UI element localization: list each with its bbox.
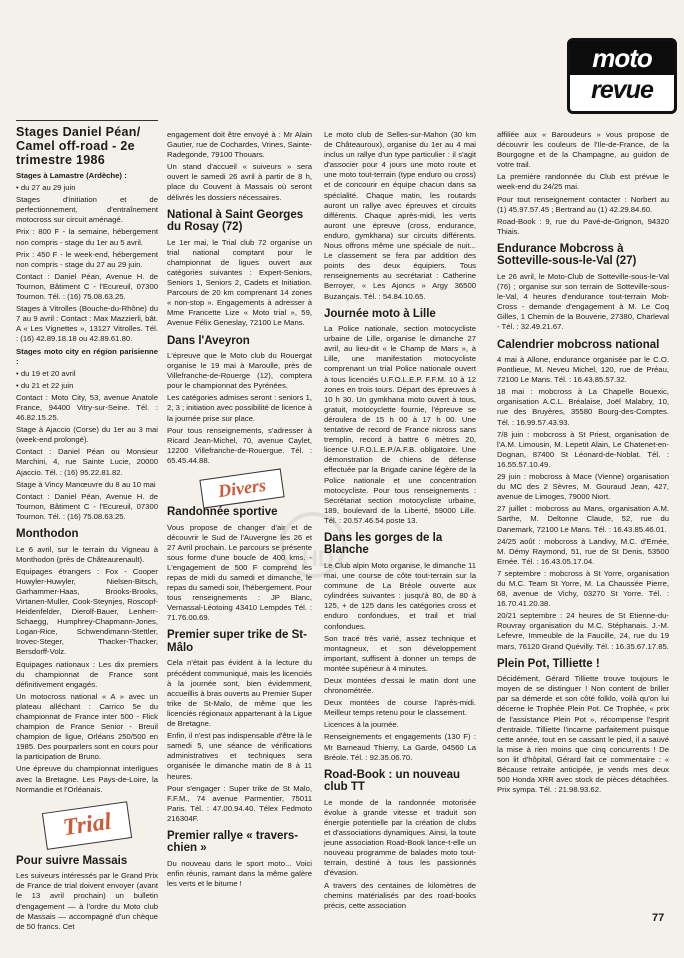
page-number: 77 <box>652 912 665 924</box>
paragraph: 7 septembre : mobcross à St Yorre, organisation du M.C. Team St Yorre, M. La Chaussée Pierre, 68, avenue de Vichy, 03270 St Yorre. Tél. : 16.70.41.20.38. <box>497 568 669 609</box>
paragraph: Stages à Vitrolles (Bouche-du-Rhône) du 7 au 9 avril : Contact : Max Mazzierli, bât. A « Les Vignettes », 13127 Vitrolles. Tél. : (16) 42.89.18.18 ou 42.89.61.80. <box>16 304 158 344</box>
heading-blanche: Dans les gorges de la Blanche <box>324 531 443 557</box>
paragraph: Du nouveau dans le sport moto... Voici enfin réunis, ramant dans la même galère les verts et le bitume ! <box>167 858 312 889</box>
logo-bottom: revue <box>570 75 674 111</box>
paragraph: Contact : Daniel Péan, Avenue H. de Tournon, Bâtiment C - l'Ecureuil, 07300 Tournon. Tél. : (16) 75.08.63.25. <box>16 271 158 302</box>
paragraph: Stages à Lamastre (Ardèche) : <box>16 171 127 180</box>
paragraph: engagement doit être envoyé à : Mr Alain Gautier, rue de Cochardes, Vrines, Sainte-Radegonde, 79100 Thouars. <box>167 130 312 160</box>
heading-monthodon: Monthodon <box>16 528 79 540</box>
paragraph: L'épreuve que le Moto club du Rouergat organise le 19 mai à Maroulle, près de Villefranche-de-Rouerge (12), comptera pour le championnat des Pyrénées. <box>167 351 312 391</box>
paragraph: Prix : 450 F - le week-end, hébergement non compris - stage du 27 au 29 juin. <box>16 249 158 269</box>
paragraph: 7/8 juin : mobcross à St Priest, organisation de l'A.M. Limousin, M. Lepetit Alain, Le Chatenet-en-Dognan, 87400 St Léonard-de-Noblat. Tél. : 16.55.57.10.49. <box>497 429 669 469</box>
heading-rallye: Premier rallye « travers-chien » <box>167 829 299 855</box>
paragraph: Décidément, Gérard Tilliette trouve toujours le moyen de se distinguer ! Non content de briller par sa démerde et son côté folklo, voilà qu'on lui décerne le Trophée Plein Pot. Ce Trophée, « prix de l'assistance Plein Pot », récompense l'esprit d'entraide. Tilliette l'incarne parfaitement puisque cette année, tout en se cassant le pied, il a sauvé la mise à rien moins que cinq concurrents ! De son lit d'hôpital, Gérard fait ce commentaire : « Bécause retraite anticipée, je vends mes deux 500 Honda XRR avec stock de pièces détachées. Prix sympa. Tél. : 21.98.93.62. <box>497 674 669 795</box>
paragraph: Stages d'initiation et de perfectionnement, d'entraînement motocross sur circuit aménagé. <box>16 195 158 225</box>
paragraph: 29 juin : mobcross à Mace (Vienne) organisation du MC des 2 Sèvres, M. Gouraud Jean, 427, avenue de Limoges, 79000 Niort. <box>497 472 669 502</box>
heading-aveyron: Dans l'Aveyron <box>167 334 250 347</box>
paragraph: Le 26 avril, le Moto-Club de Sotteville-sous-le-Val (76) ; organise sur son terrain de Sotteville-sous-le-Val, 4 heures d'endurance tout-terrain Mob-Cross - demande d'engagement à M. Le Coq Gilles, 1 Chemin de la Bouverie, 27380, Charleval - Tél. : 32.49.21.67. <box>497 271 669 332</box>
paragraph: Un stand d'accueil « suiveurs » sera ouvert le samedi 26 avril à partir de 8 h, place du Couvent à Massais où seront délivrés les dossiers nécessaires. <box>167 162 312 202</box>
heading-road-book: Road-Book : un nouveau club TT <box>324 768 461 794</box>
paragraph: Cela n'était pas évident à la lecture du précédent communiqué, mais les licenciés à la journée sont, bien évidemment, accueillis à bras ouverts au Premier Super trike de St-Malo, de même que les licenciés régionaux appartenant à la Ligue de Bretagne. <box>167 658 312 729</box>
paragraph: Le Club alpin Moto organise, le dimanche 11 mai, une course de côte tout-terrain sur la commune de La Bréole ouverte aux cylindrées suivantes : jusqu'à 80, de 80 à 125, + de 125 dans les catégories cross et enduro confondues, et trail et trial confondues. <box>324 560 476 631</box>
paragraph: Pour s'engager : Super trike de St Malo, F.F.M., 74 avenue Parmentier, 75011 Paris. Tél. : 47.00.94.40. Télex Fedmoto 216304F. <box>167 783 312 823</box>
heading-stages-pean: Stages Daniel Péan/ Camel off-road - 2e trimestre 1986 <box>16 125 141 167</box>
paragraph: 24/25 août : mobcross à Landivy, M.C. d'Ernée, M. Démy Raymond, 51, rue de St Denis, 53500 Ernée. Tél. : 16.43.05.17.04. <box>497 536 669 566</box>
paragraph: • du 21 et 22 juin <box>16 380 74 390</box>
paragraph: 4 mai à Allone, endurance organisée par le C.O. Pontlieue, M. Neveu Michel, 120, rue de Préau, 72100 Le Mans. Tél. : 16.43.85.57.32. <box>497 355 669 385</box>
column-1 <box>16 120 158 934</box>
paragraph: Les suiveurs intéressés par le Grand Prix de France de trial doivent envoyer (avant le 13 avril prochain) un bulletin d'engagement — à l'ordre du Moto club de Massais — accompagné d'un chèque de 50 francs. Cet <box>16 871 158 931</box>
heading-massais: Pour suivre Massais <box>16 854 128 867</box>
paragraph: 27 juillet : mobcross au Mans, organisation A.M. Sarthe, M. Deltonne Claude, 52, rue du Danemark, 72100 Le Mans. Tél. : 16.43.85.46.01. <box>497 504 669 534</box>
paragraph: Renseignements et engagements (130 F) : Mr Barneaud Thierry, La Garde, 04560 La Bréole. Tél. : 92.35.06.70. <box>324 732 476 762</box>
paragraph: • du 19 et 20 avril <box>16 368 76 378</box>
paragraph: Le 1er mai, le Trial club 72 organise un trial national comptant pour le championnat de ligues ouvert aux catégories suivantes : Expert-Seniors, Seniors 1, Seniors 2, Cadets et Initiation. Parcours de 20 km comprenant 14 zones « non-stop ». Engagements à adresser à Mme Francette Lize « Moto trial », 59, Avenue Félix Geneslay, 72100 Le Mans. <box>167 237 312 328</box>
paragraph: Un motocross national « A » avec un plateau alléchant : Carrico 5e du championnat de France inter 500 - Flick champion de France Senior - Breuil champion de ligue, Orléans 250/500 en 1985. Des pourparlers sont en cours pour la participation de Bruno. <box>16 691 158 762</box>
paragraph: Contact : Moto City, 53, avenue Anatole France, 94400 Vitry-sur-Seine. Tél. : 46.82.15.25. <box>16 392 158 423</box>
heading-super-trike: Premier super trike de St-Mâlo <box>167 629 307 654</box>
paragraph: 18 mai : mobcross à La Chapelle Bouexic, organisation A.C.L. Bréalaise, Joël Malabry, 10, rue des Bruyères, 35580 Bourg-des-Comptes. Tél. : 16.99.57.43.93. <box>497 387 669 427</box>
paragraph: Deux montées de course l'après-midi. Meilleur temps retenu pour le classement. <box>324 698 476 718</box>
heading-endurance: Endurance Mobcross à Sotteville-sous-le-Val (27) <box>497 242 637 268</box>
paragraph: Contact : Daniel Péan, Avenue H. de Tournon, Bâtiment C - l'Ecureuil, 07300 Tournon. Tél. : (16) 75.08.63.25. <box>16 491 158 521</box>
column-4 <box>497 130 669 797</box>
column-3 <box>324 130 476 913</box>
paragraph: Deux montées d'essai le matin dont une chronométrée. <box>324 676 476 696</box>
paragraph: Vous propose de changer d'air et de découvrir le Sud de l'Auvergne les 26 et 27 Avril prochain. Le parcours se présente sous forme d'une boucle de 400 kms. - L'engagement de 500 F comprend les repas de midi du samedi et dimanche, le repas du samedi soir, l'hébergement. Pour tous renseignements : JP Blanc, Vernassal-Léotoing 43410 Lempdes Tél. : 71.76.00.69. <box>167 522 312 623</box>
paragraph: Stage à Ajaccio (Corse) du 1er au 3 mai (week-end prolongé). <box>16 425 158 445</box>
logo-top: moto <box>570 41 674 75</box>
divers-section-banner: Divers <box>167 472 312 500</box>
paragraph: Le monde de la randonnée motorisée évolue à grande vitesse et traduit son énergie potentielle par la création de clubs et d'associations dynamiques. Ainsi, la toute jeune association Road-Book lance-t-elle un nouveau programme de balades moto tout-terrain, destiné à tous les passionnés d'évasion. <box>324 797 476 878</box>
paragraph: Prix : 800 F - la semaine, hébergement non compris - stage du 1er au 5 avril. <box>16 227 158 247</box>
paragraph: • du 27 au 29 juin <box>16 183 76 193</box>
heading-tilliette: Plein Pot, Tilliette ! <box>497 657 600 670</box>
paragraph: La première randonnée du Club est prévue le week-end du 24/25 mai. <box>497 172 669 192</box>
paragraph: Enfin, il n'est pas indispensable d'être là le samedi 5, une séance de vérifications administratives et techniques sera organisée le dimanche matin de 8 à 11 heures. <box>167 731 312 781</box>
heading-randonnee: Randonnée sportive <box>167 506 278 519</box>
paragraph: Le moto club de Selles-sur-Mahon (30 km de Châteauroux), organise du 1er au 4 mai inclus un rallye d'un type particulier : il s'agit d'associer pour 4 jours une moto route et une moto tout-terrain (type enduro ou cross) et de concourir en équipe chacun dans sa spécialité. Chaque matin, les routards auront un rallye avec épreuves et circuits différents. Chaque après-midi, les verts auront une épreuve (cross, endurance, enduro, gymkhana) sur circuits différents. Nous offrons même une spéciale de nuit... Le classement se fera par addition des points des deux équipiers. Tous renseignements au secrétariat : Catherine Berroyer, « Les Ajoncs » Argy 36500 Buzançais. Tél. : 54.84.10.65. <box>324 130 476 301</box>
column-2 <box>167 130 312 891</box>
paragraph: affiliée aux « Baroudeurs » vous propose de découvrir les couleurs de l'Ile-de-France, de la Bourgogne et de la Champagne, au guidon de votre trail. <box>497 130 669 170</box>
paragraph: Une épreuve du championnat interligues avec la Bretagne. Les Pays-de-Loire, la Normandie et l'Orléanais. <box>16 764 158 794</box>
paragraph: Stage à Vincy Manœuvre du 8 au 10 mai <box>16 479 156 489</box>
paragraph: La Police nationale, section motocycliste urbaine de Lille, organise le dimanche 27 avril, au lieu-dit « le Champ de Mars », à Lille, une manifestation motocycliste comprenant un trial Police nationale ouvert à tous licenciés U.F.O.L.E.P. F.F.M. 10 à 12 zones en trois tours. Départ des épreuves à 10 h 30. Un gymkhana moto ouvert à tous, gratuit, motocyclette fournie, l'épreuve se déroulera de 15 h 00 à 17 h 00. Une tentative de record de France nicross sans tremplin, record à battre 6 mètres 20, licence U.F.O.L.E.P./A.F.B. obligatoire. Une démonstration de chiens de défense effectuée par la Brigade canine légère de la Police nationale et une concentration motocycliste. Pour tous renseignements : Secrétariat section motocycliste urbaine, 189, boulevard de la Liberté, 59000 Lille. Tél. : 20.57.46.54 poste 13. <box>324 324 476 525</box>
paragraph: Stages moto city en région parisienne : <box>16 346 158 366</box>
paragraph: A travers des centaines de kilomètres de chemins matérialisés par des road-books précis, cette association <box>324 880 476 910</box>
paragraph: Road-Book : 9, rue du Pavé-de-Grignon, 94320 Thiais. <box>497 216 669 236</box>
heading-calendrier: Calendrier mobcross national <box>497 338 660 351</box>
paragraph: Equipages nationaux : Les dix premiers du championnat de France sont définitivement engagés. <box>16 659 158 689</box>
paragraph: Licences à la journée. <box>324 720 399 730</box>
paragraph: Equipages étrangers : Fox - Cooper Huwyler-Huwyler, Nielsen-Bitsch, Garhammer-Haas, Brooks-Brooks, Virtanen-Muller, Cook-Steynjes, Roscopf-Heidenfelder, Dierolf-Bauer, Lenherr-Schaegg, Humphrey-Chapmann-Jones, Logan-Rice, Schwendimann-Stettler, Irovec-Steger, Thacker-Thacker, Bersdorff-Volz. <box>16 566 158 657</box>
heading-lille: Journée moto à Lille <box>324 307 436 320</box>
paragraph: Son tracé très varié, assez technique et montagneux, et son développement important, suffisent à donner un temps de montée supérieur à 4 minutes. <box>324 633 476 673</box>
heading-saint-georges: National à Saint Georges du Rosay (72) <box>167 208 304 234</box>
paragraph: Contact : Daniel Péan ou Monsieur Marchini, 4, rue Sainte Lucie, 20000 Ajaccio. Tél. : (16) 95.22.81.82. <box>16 447 158 477</box>
paragraph: Le 6 avril, sur le terrain du Vigneau à Monthodon (près de Châteaurenault). <box>16 544 158 564</box>
trial-section-banner: Trial <box>16 801 158 849</box>
moto-revue-logo <box>567 38 677 114</box>
paragraph: Pour tous renseignements, s'adresser à Ricard Jean-Michel, 70, avenue Caylet, 12200 Villefranche-de-Rouergue. Tél. : 65.45.44.88. <box>167 425 312 465</box>
paragraph: Pour tout renseignement contacter : Norbert au (1) 45.97.57.45 ; Bertrand au (1) 42.29.84.60. <box>497 194 669 214</box>
paragraph: Les catégories admises seront : seniors 1, 2, 3 ; initiation avec possibilité de licence à la journée prise sur place. <box>167 393 312 423</box>
paragraph: 20/21 septembre : 24 heures de St Etienne-du-Rouvray organisation du M.C. Stéphanais. J.-M. Lefevre, Immeuble de la Faucille, 24, rue du 19 mars, 76120 Grand Quévilly. Tél. : 16.35.67.17.85. <box>497 611 669 651</box>
watermark: HD <box>272 510 348 580</box>
